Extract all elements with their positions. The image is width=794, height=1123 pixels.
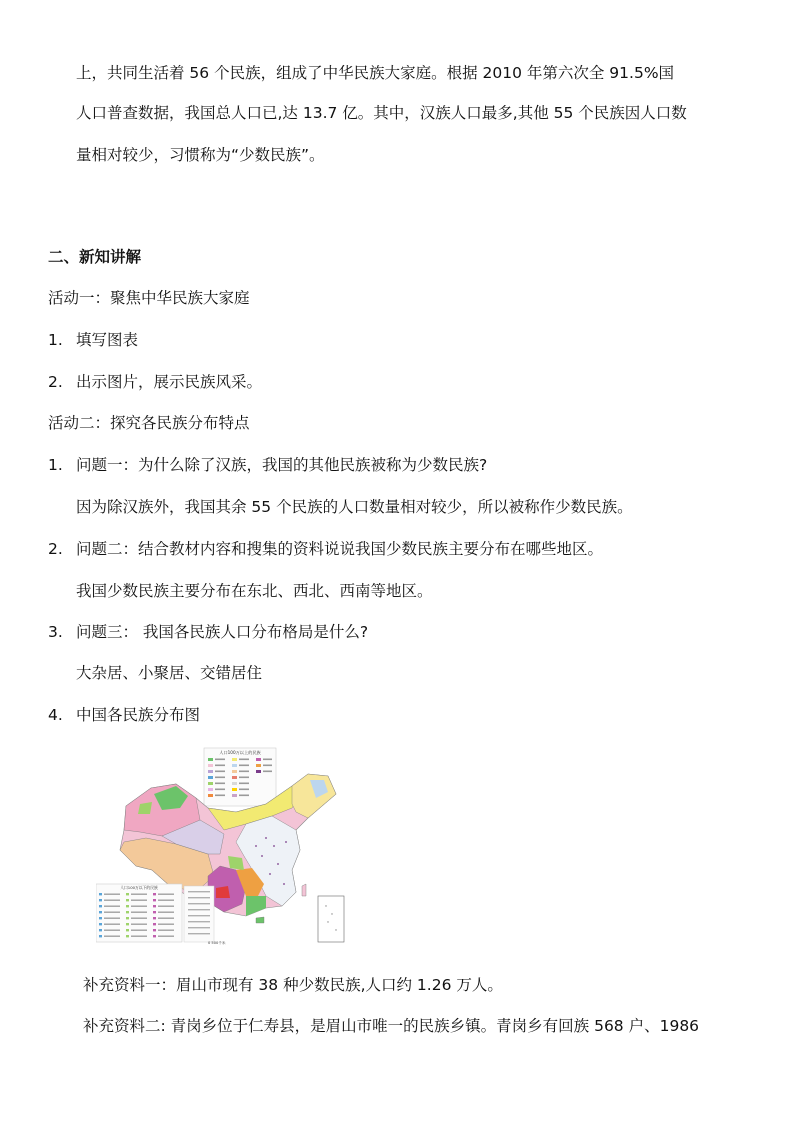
question-1 — [48, 454, 487, 476]
question-text: 中国各民族分布图 — [76, 706, 201, 724]
activity1-title: 活动一：聚焦中华民族大家庭 — [48, 289, 250, 307]
intro-line-1: 上，共同生活着 56 个民族，组成了中华民族大家庭。根据 2010 年第六次全 91.5%国 — [76, 64, 675, 82]
supplement-2: 补充资料二: 青岗乡位于仁寿县，是眉山市唯一的民族乡镇。青岗乡有回族 568 户、1986 — [83, 1017, 700, 1035]
question-3 — [48, 621, 368, 643]
activity2-title: 活动二：探究各民族分布特点 — [48, 414, 250, 432]
ethnic-distribution-map — [96, 746, 348, 946]
legend-title-top: 人口100万以上的民族 — [219, 750, 261, 755]
answer-2: 我国少数民族主要分布在东北、西北、西南等地区。 — [76, 582, 433, 600]
item-number: 4. — [48, 706, 63, 724]
question-2 — [48, 538, 603, 560]
south-china-sea-inset — [318, 896, 344, 942]
question-text: 问题三： 我国各民族人口分布格局是什么? — [76, 623, 369, 641]
activity1-item-1 — [48, 329, 138, 351]
item-number: 3. — [48, 623, 63, 641]
item-number: 2. — [48, 373, 63, 391]
intro-line-2: 人口普查数据，我国总人口已,达 13.7 亿。其中，汉族人口最多,其他 55 个民族因人口数 — [76, 104, 687, 122]
map-scale: 0 500千米 — [208, 941, 226, 945]
china-map-illustration — [96, 746, 348, 946]
item-number: 1. — [48, 331, 63, 349]
section-title: 二、新知讲解 — [48, 248, 142, 266]
legend-title-bottom: 人口100万以下的民族 — [120, 885, 158, 890]
question-4 — [48, 704, 200, 726]
item-text: 填写图表 — [76, 331, 139, 349]
item-number: 2. — [48, 540, 63, 558]
activity1-item-2 — [48, 371, 262, 393]
question-text: 问题一：为什么除了汉族，我国的其他民族被称为少数民族? — [76, 456, 488, 474]
question-text: 问题二：结合教材内容和搜集的资料说说我国少数民族主要分布在哪些地区。 — [76, 540, 604, 558]
supplement-1: 补充资料一：眉山市现有 38 种少数民族,人口约 1.26 万人。 — [83, 976, 503, 994]
answer-3: 大杂居、小聚居、交错居住 — [76, 664, 263, 682]
item-number: 1. — [48, 456, 63, 474]
answer-1: 因为除汉族外，我国其余 55 个民族的人口数量相对较少，所以被称作少数民族。 — [76, 498, 633, 516]
item-text: 出示图片，展示民族风采。 — [76, 373, 263, 391]
intro-line-3: 量相对较少，习惯称为“少数民族”。 — [76, 146, 325, 164]
